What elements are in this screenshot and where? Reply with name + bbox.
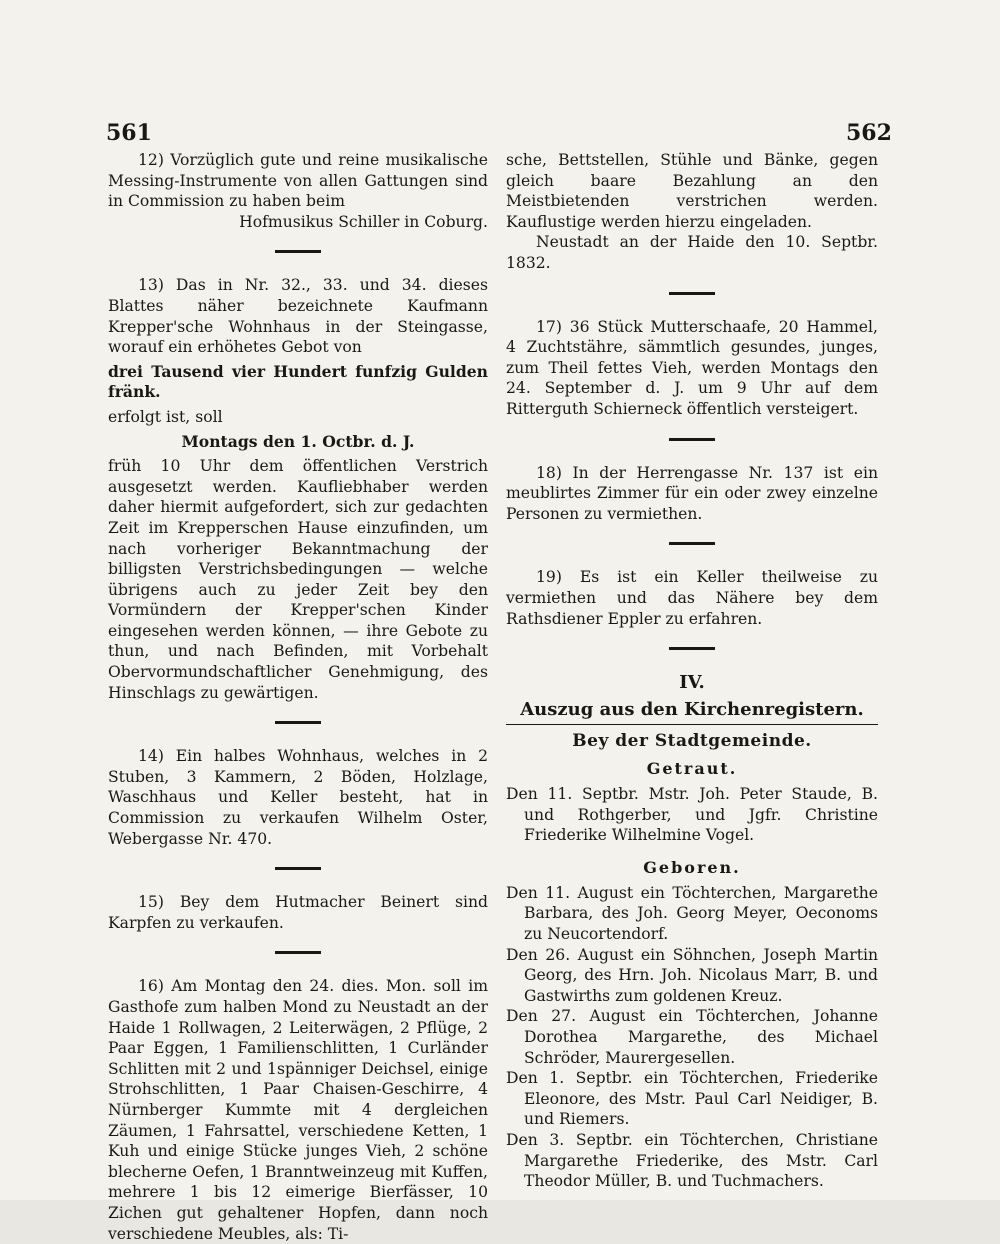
married-heading: Getraut.	[646, 759, 738, 779]
ad-17-text: 17) 36 Stück Mutterschaafe, 20 Hammel, 4 Zuchtstähre, sämmtlich gesundes, junges, zum Theil fettes Vieh, werden Montags den 24. September d. J. um 9 Uhr auf dem Ritterguth Schierneck öffentlich versteigert.	[506, 317, 878, 418]
ad-12-signature: Hofmusikus Schiller in Coburg.	[239, 212, 488, 231]
section-rule	[506, 724, 878, 725]
ad-16-date: Neustadt an der Haide den 10. Septbr. 1832.	[506, 233, 878, 272]
page-number-left: 561	[106, 120, 152, 146]
section-subtitle: Bey der Stadtgemeinde.	[572, 731, 812, 752]
born-entry: Den 11. August ein Töchterchen, Margarethe Barbara, des Joh. Georg Meyer, Oeconoms zu Neucortendorf.	[506, 883, 878, 944]
ad-12-text: 12) Vorzüglich gute und reine musikalische Messing-Instrumente von allen Gattungen sind in Commission zu haben beim	[108, 151, 488, 211]
separator-rule	[669, 292, 715, 295]
section-title: Auszug aus den Kirchenregistern.	[520, 699, 864, 721]
ad-14-text: 14) Ein halbes Wohnhaus, welches in 2 Stuben, 3 Kammern, 2 Böden, Holzlage, Waschhaus und Keller besteht, hat in Commission zu verkaufen Wilhelm Oster, Webergasse Nr. 470.	[108, 747, 488, 848]
ad-15-text: 15) Bey dem Hutmacher Beinert sind Karpfen zu verkaufen.	[108, 893, 488, 932]
section-numeral: IV.	[679, 672, 705, 694]
ad-16-continued: sche, Bettstellen, Stühle und Bänke, gegen gleich baare Bezahlung an den Meistbietenden verstrichen werden. Kauflustige werden hierzu eingeladen.	[506, 151, 878, 231]
ad-16-text: 16) Am Montag den 24. dies. Mon. soll im Gasthofe zum halben Mond zu Neustadt an der Haide 1 Rollwagen, 2 Leiterwägen, 2 Pflüge, 2 Paar Eggen, 1 Familienschlitten, 1 Curländer Schlitten mit 2 und 1spänniger Deichsel, einige Strohschlitten, 1 Paar Chaisen-Geschirre, 4 Nürnberger Kummte mit 4 dergleichen Zäumen, 1 Fahrsattel, verschiedene Ketten, 1 Kuh und einige Stücke junges Vieh, 2 schöne blecherne Oefen, 1 Branntweinzeug mit Kuffen, mehrere 1 bis 12 eimerige Bierfässer, 10 Zichen gut gehaltener Hopfen, dann noch verschiedene Meubles, als: Ti-	[108, 977, 488, 1243]
born-entry: Den 26. August ein Söhnchen, Joseph Martin Georg, des Hrn. Joh. Nicolaus Marr, B. und Gastwirths zum goldenen Kreuz.	[506, 945, 878, 1005]
born-heading: Geboren.	[643, 857, 741, 877]
separator-rule	[275, 951, 321, 954]
page-number-right: 562	[846, 120, 892, 146]
ad-19-text: 19) Es ist ein Keller theilweise zu vermiethen und das Nähere bey dem Rathsdiener Eppler zu erfahren.	[506, 568, 878, 628]
ad-13-date: Montags den 1. Octbr. d. J.	[181, 431, 415, 451]
separator-rule	[669, 647, 715, 650]
left-column	[108, 150, 488, 1244]
separator-rule	[275, 721, 321, 724]
ad-13-clause: erfolgt ist, soll	[108, 407, 223, 426]
ad-13-price: drei Tausend vier Hundert funfzig Gulden fränk.	[108, 361, 488, 402]
right-column	[506, 150, 878, 1192]
separator-rule	[669, 542, 715, 545]
separator-rule	[275, 867, 321, 870]
ad-18-text: 18) In der Herrengasse Nr. 137 ist ein meublirtes Zimmer für ein oder zwey einzelne Personen zu vermiethen.	[506, 463, 878, 523]
married-entry: Den 11. Septbr. Mstr. Joh. Peter Staude, B. und Rothgerber, und Jgfr. Christine Friederike Wilhelmine Vogel.	[506, 785, 878, 845]
born-entry: Den 3. Septbr. ein Töchterchen, Christiane Margarethe Friederike, des Mstr. Carl Theodor Müller, B. und Tuchmachers.	[506, 1131, 878, 1191]
ad-13-intro: 13) Das in Nr. 32., 33. und 34. dieses Blattes näher bezeichnete Kaufmann Krepper'sche Wohnhaus in der Steingasse, worauf ein erhöhetes Gebot von	[108, 276, 488, 357]
born-entry: Den 1. Septbr. ein Töchterchen, Friederike Eleonore, des Mstr. Paul Carl Neidiger, B. und Riemers.	[506, 1069, 878, 1129]
separator-rule	[669, 438, 715, 441]
separator-rule	[275, 250, 321, 253]
born-entry: Den 27. August ein Töchterchen, Johanne Dorothea Margarethe, des Michael Schröder, Maurergesellen.	[506, 1007, 878, 1067]
ad-13-body: früh 10 Uhr dem öffentlichen Verstrich ausgesetzt werden. Kaufliebhaber werden daher hiermit aufgefordert, sich zur gedachten Zeit im Krepperschen Hause einzufinden, um nach vorheriger Bekanntmachung der billigsten Verstrichsbedingungen — welche übrigens auch zu jeder Zeit bey den Vormündern der Krepper'schen Kinder eingesehen werden können, — ihre Gebote zu thun, und nach Befinden, mit Vorbehalt Obervormundschaftlicher Genehmigung, des Hinschlags zu gewärtigen.	[108, 457, 488, 702]
